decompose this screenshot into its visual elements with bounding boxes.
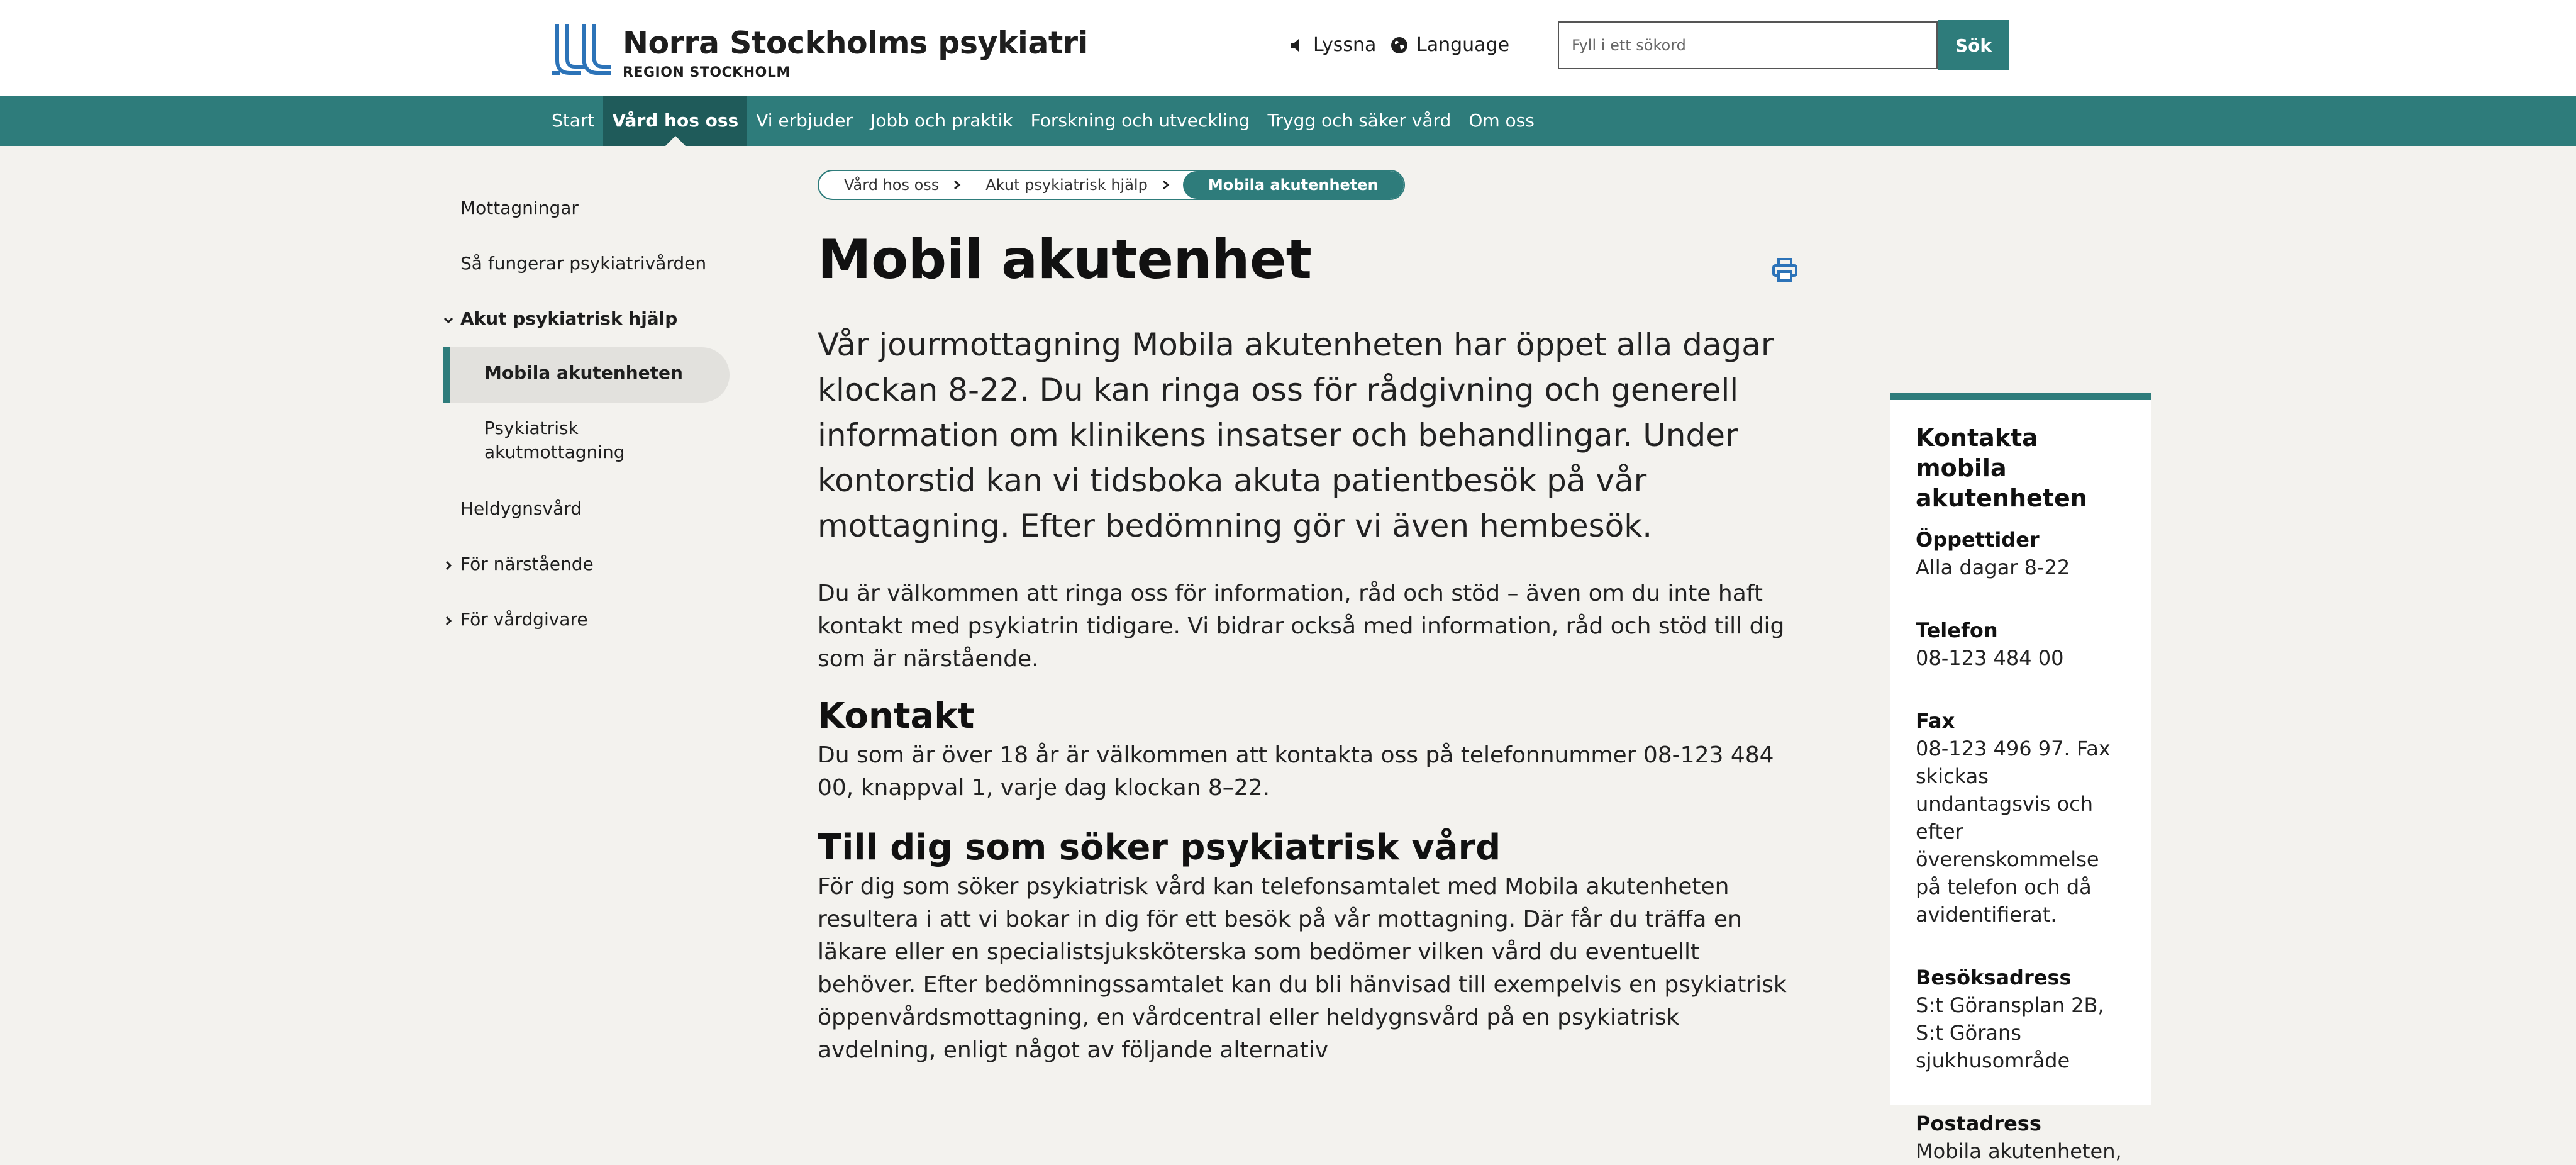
sidebar-item-label: För vårdgivare bbox=[460, 609, 588, 630]
page-title: Mobil akutenhet bbox=[818, 228, 1312, 291]
sidebar-item-label: Så fungerar psykiatrivården bbox=[460, 253, 707, 274]
postal-address-label: Postadress bbox=[1916, 1112, 2041, 1135]
sidebar-item-mottagningar[interactable] bbox=[443, 198, 579, 218]
sidebar-item-label: För närstående bbox=[460, 554, 594, 574]
heading-kontakt: Kontakt bbox=[818, 696, 975, 737]
speaker-icon bbox=[1289, 37, 1306, 53]
heading-till-dig: Till dig som söker psykiatrisk vård bbox=[818, 827, 1501, 868]
listen-link[interactable] bbox=[1289, 34, 1376, 56]
listen-label: Lyssna bbox=[1313, 34, 1377, 56]
sidebar-item-mobila-akutenheten[interactable] bbox=[443, 347, 730, 403]
sidebar-item-label: Psykiatrisk akutmottagning bbox=[484, 418, 625, 462]
hours-value: Alla dagar 8-22 bbox=[1916, 555, 2070, 579]
sidebar-item-label: Mobila akutenheten bbox=[484, 362, 683, 383]
sidebar-item-for-narstaende[interactable] bbox=[443, 554, 594, 574]
region-logo-icon bbox=[551, 24, 614, 77]
sidebar-item-label: Mottagningar bbox=[460, 198, 579, 218]
site-header bbox=[0, 0, 2576, 96]
breadcrumb-label: Akut psykiatrisk hjälp bbox=[985, 176, 1148, 194]
nav-item-forskning[interactable]: Forskning och utveckling bbox=[1030, 110, 1250, 131]
phone-label: Telefon bbox=[1916, 618, 1998, 642]
hours-label: Öppettider bbox=[1916, 528, 2040, 552]
search-button[interactable]: Sök bbox=[1938, 20, 2009, 70]
nav-item-jobb-och-praktik[interactable]: Jobb och praktik bbox=[870, 110, 1013, 131]
visit-address-value: S:t Göransplan 2B, S:t Görans sjukhusområde bbox=[1916, 993, 2104, 1073]
fax-value: 08-123 496 97. Fax skickas undantagsvis och efter överenskommelse på telefon och då avidentifierat. bbox=[1916, 737, 2111, 927]
search-input[interactable] bbox=[1558, 21, 1938, 69]
print-icon[interactable] bbox=[1772, 258, 1797, 282]
breadcrumb-label: Vård hos oss bbox=[844, 176, 940, 194]
search-form bbox=[1558, 21, 2009, 70]
sidebar-item-heldygnsvard[interactable] bbox=[443, 498, 582, 519]
chevron-right-icon bbox=[1162, 179, 1170, 191]
contact-box bbox=[1890, 393, 2151, 1163]
breadcrumb-item[interactable] bbox=[974, 171, 1183, 199]
lead-paragraph: Vår jourmottagning Mobila akutenheten har öppet alla dagar klockan 8-22. Du kan ringa oss för rådgivning och generell information om klinikens insatser och behandlingar. Under kontorstid kan vi tidsboka akuta patientbesök på vår mottagning. Efter bedömning gör vi även hembesök. bbox=[818, 326, 1774, 544]
seeking-paragraph: För dig som söker psykiatrisk vård kan telefonsamtalet med Mobila akutenheten resultera i att vi bokar in dig för ett besök på vår mottagning. Där får du träffa en läkare eller en specialistsjuksköterska som bedömer vilken vård du eventuellt behöver. Efter bedömningssamtalet kan du bli hänvisad till exempelvis en psykiatrisk öppenvårdsmottagning, en vårdcentral eller heldygnsvård på en psykiatrisk avdelning, enligt något av följande alternativ bbox=[818, 874, 1787, 1063]
breadcrumb bbox=[818, 170, 1405, 200]
language-label: Language bbox=[1416, 34, 1510, 56]
fax-label: Fax bbox=[1916, 709, 1955, 733]
sidebar-item-sa-fungerar[interactable] bbox=[443, 253, 706, 274]
breadcrumb-item[interactable] bbox=[819, 171, 974, 199]
site-logo[interactable] bbox=[551, 24, 1088, 81]
breadcrumb-current: Mobila akutenheten bbox=[1183, 171, 1404, 199]
chevron-down-icon bbox=[443, 315, 454, 326]
sidebar-item-akut-psykiatrisk-hjalp[interactable] bbox=[443, 308, 677, 329]
chevron-right-icon bbox=[443, 615, 454, 627]
logo-subtitle: REGION STOCKHOLM bbox=[623, 65, 791, 81]
contact-box-title: Kontakta mobila akutenheten bbox=[1916, 424, 2087, 512]
nav-item-trygg-vard[interactable]: Trygg och säker vård bbox=[1267, 110, 1452, 131]
chevron-right-icon bbox=[953, 179, 962, 191]
postal-address-value: Mobila akutenheten, bbox=[1916, 1139, 2122, 1163]
sidebar-item-label: Akut psykiatrisk hjälp bbox=[460, 308, 678, 329]
contact-paragraph: Du som är över 18 år är välkommen att kontakta oss på telefonnummer 08-123 484 00, knappval 1, varje dag klockan 8–22. bbox=[818, 742, 1774, 801]
nav-item-om-oss[interactable]: Om oss bbox=[1468, 110, 1535, 131]
nav-item-vi-erbjuder[interactable]: Vi erbjuder bbox=[756, 110, 853, 131]
phone-value[interactable]: 08-123 484 00 bbox=[1916, 646, 2064, 670]
main-content bbox=[818, 228, 1799, 1067]
sidebar-item-label: Heldygnsvård bbox=[460, 498, 582, 519]
visit-address-label: Besöksadress bbox=[1916, 966, 2072, 989]
sidebar-item-psykiatrisk-akutmottagning[interactable] bbox=[484, 416, 648, 464]
nav-item-start[interactable]: Start bbox=[552, 110, 595, 131]
logo-name: Norra Stockholms psykiatri bbox=[623, 25, 1088, 61]
sidebar-item-for-vardgivare[interactable] bbox=[443, 609, 588, 630]
language-link[interactable] bbox=[1390, 34, 1509, 56]
chevron-right-icon bbox=[443, 560, 454, 571]
nav-item-vard-hos-oss[interactable]: Vård hos oss bbox=[603, 96, 747, 146]
intro-paragraph: Du är välkommen att ringa oss för information, råd och stöd – även om du inte haft kontakt med psykiatrin tidigare. Vi bidrar också med information, råd och stöd till dig som är närstående. bbox=[818, 581, 1785, 672]
main-navigation bbox=[0, 96, 2576, 146]
globe-icon bbox=[1390, 36, 1409, 55]
